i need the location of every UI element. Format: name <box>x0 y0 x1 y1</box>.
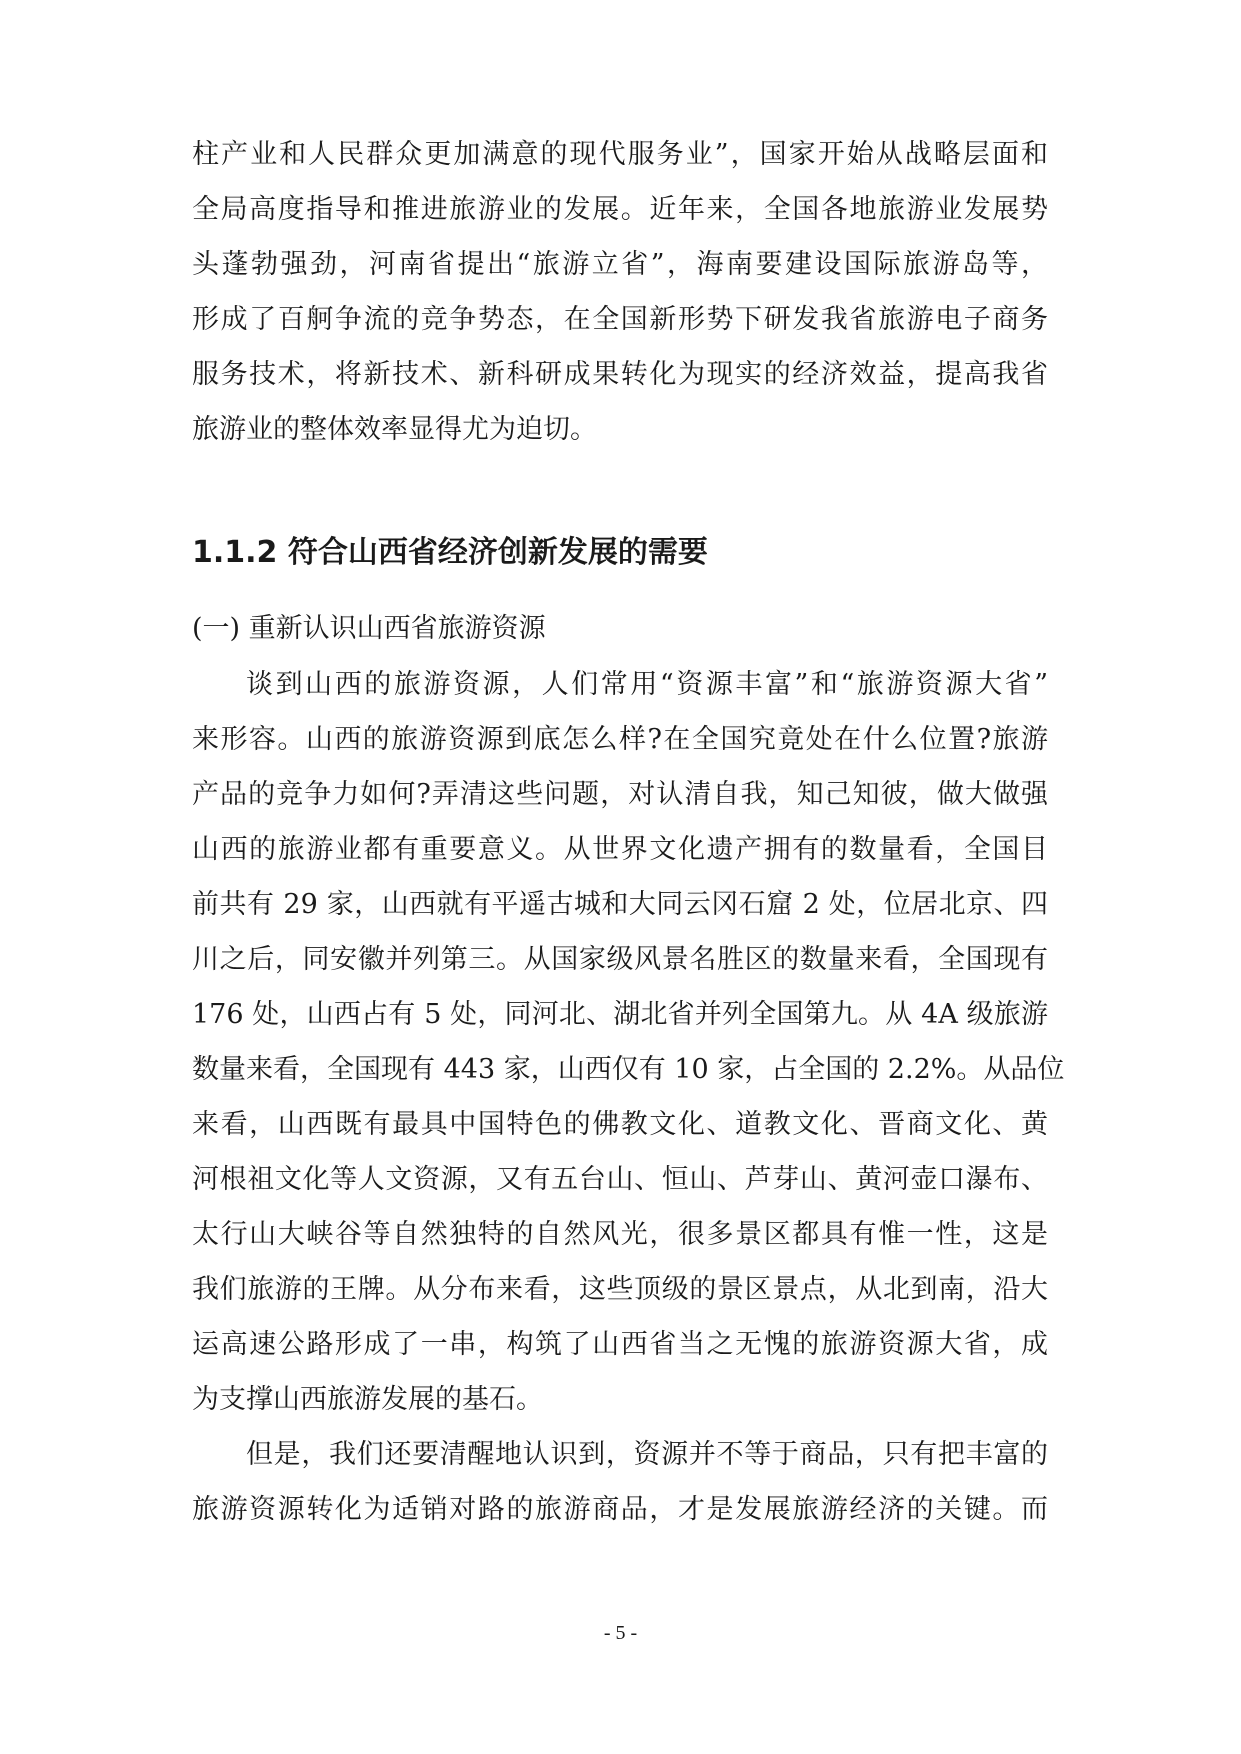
paragraph-1-line-5: 服务技术，将新技术、新科研成果转化为现实的经济效益，提高我省 <box>192 359 1048 390</box>
paragraph-2-line-11: 太行山大峡谷等自然独特的自然风光，很多景区都具有惟一性，这是 <box>192 1219 1048 1250</box>
paragraph-1-line-3: 头蓬勃强劲，河南省提出“旅游立省”，海南要建设国际旅游岛等， <box>192 249 1048 280</box>
paragraph-2-line-7: 176 处，山西占有 5 处，同河北、湖北省并列全国第九。从 4A 级旅游 <box>192 999 1048 1030</box>
section-heading: 1.1.2 符合山西省经济创新发展的需要 <box>192 535 708 570</box>
paragraph-1-line-1: 柱产业和人民群众更加满意的现代服务业”，国家开始从战略层面和 <box>192 139 1048 170</box>
paragraph-2-line-3: 产品的竞争力如何?弄清这些问题，对认清自我，知己知彼，做大做强 <box>192 779 1048 810</box>
subsection-heading: (一) 重新认识山西省旅游资源 <box>192 613 546 644</box>
paragraph-2-line-6: 川之后，同安徽并列第三。从国家级风景名胜区的数量来看，全国现有 <box>192 944 1048 975</box>
paragraph-2-line-13: 运高速公路形成了一串，构筑了山西省当之无愧的旅游资源大省，成 <box>192 1329 1048 1360</box>
paragraph-2-line-5: 前共有 29 家，山西就有平遥古城和大同云冈石窟 2 处，位居北京、四 <box>192 889 1048 920</box>
paragraph-2-line-4: 山西的旅游业都有重要意义。从世界文化遗产拥有的数量看，全国目 <box>192 834 1048 865</box>
paragraph-1-line-6: 旅游业的整体效率显得尤为迫切。 <box>192 414 597 445</box>
paragraph-1-line-4: 形成了百舸争流的竞争势态，在全国新形势下研发我省旅游电子商务 <box>192 304 1048 335</box>
page-number: - 5 - <box>603 1622 638 1644</box>
paragraph-3-line-2: 旅游资源转化为适销对路的旅游商品，才是发展旅游经济的关键。而 <box>192 1494 1048 1525</box>
paragraph-2-line-10: 河根祖文化等人文资源，又有五台山、恒山、芦芽山、黄河壶口瀑布、 <box>192 1164 1048 1195</box>
paragraph-1-line-2: 全局高度指导和推进旅游业的发展。近年来，全国各地旅游业发展势 <box>192 194 1048 225</box>
paragraph-2-line-12: 我们旅游的王牌。从分布来看，这些顶级的景区景点，从北到南，沿大 <box>192 1274 1048 1305</box>
paragraph-2-line-2: 来形容。山西的旅游资源到底怎么样?在全国究竟处在什么位置?旅游 <box>192 724 1048 755</box>
paragraph-3-line-1: 但是，我们还要清醒地认识到，资源并不等于商品，只有把丰富的 <box>246 1439 1048 1470</box>
paragraph-2-line-14: 为支撑山西旅游发展的基石。 <box>192 1384 543 1415</box>
paragraph-2-line-8: 数量来看，全国现有 443 家，山西仅有 10 家，占全国的 2.2%。从品位 <box>192 1054 1065 1085</box>
paragraph-2-line-1: 谈到山西的旅游资源，人们常用“资源丰富”和“旅游资源大省” <box>246 669 1048 700</box>
paragraph-2-line-9: 来看，山西既有最具中国特色的佛教文化、道教文化、晋商文化、黄 <box>192 1109 1048 1140</box>
